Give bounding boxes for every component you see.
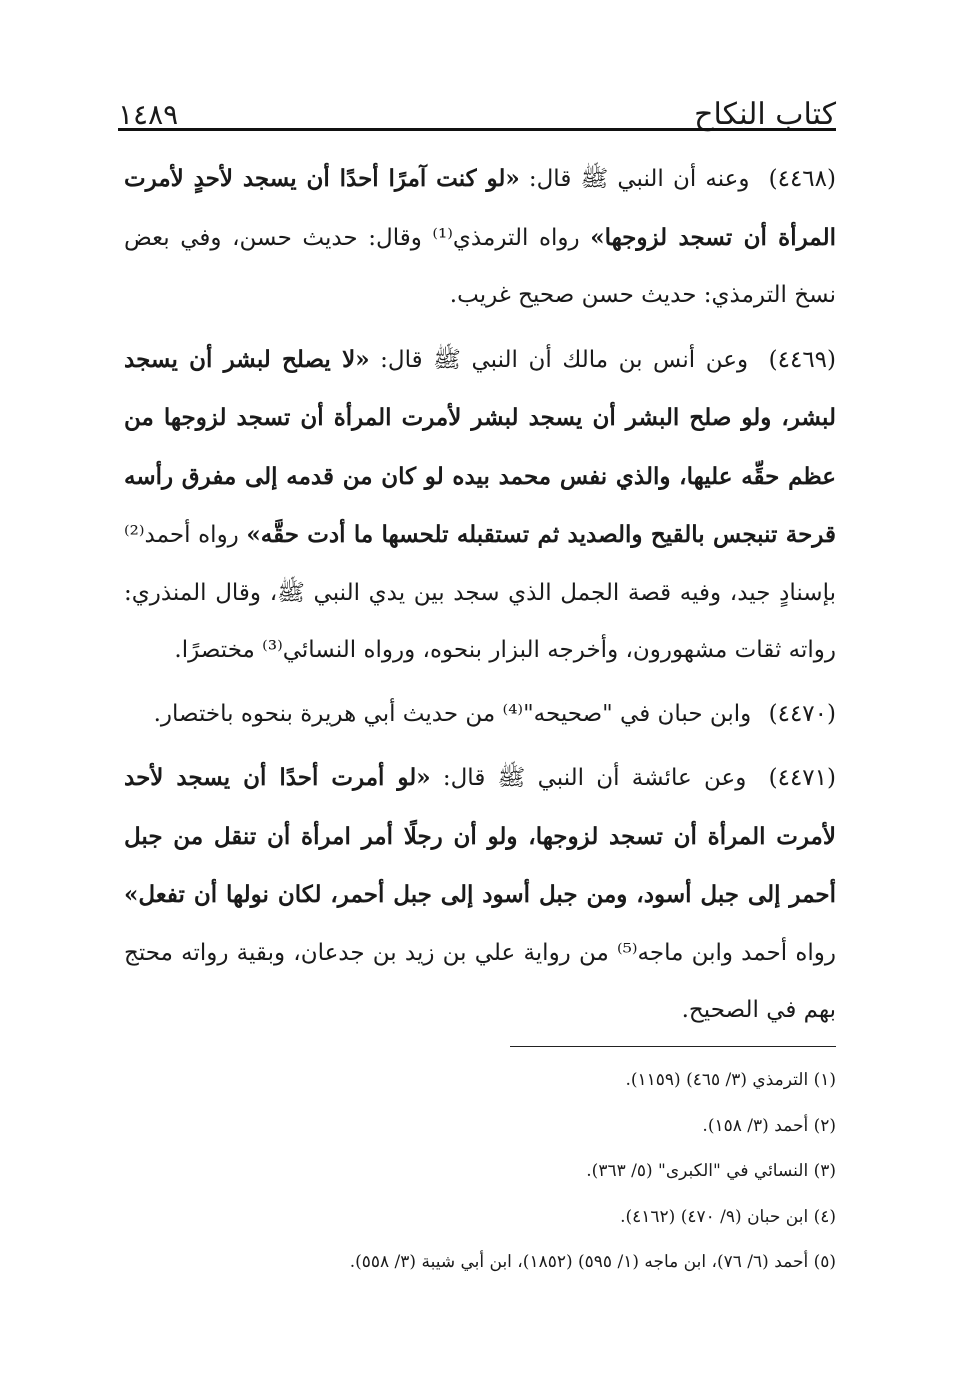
hadith-text: وعنه أن النبي ﷺ قال: bbox=[519, 166, 750, 192]
hadith-text: رواه الترمذي⁽¹⁾ وقال: حديث حسن، وفي بعض نسخ الترمذي: حديث حسن صحيح غريب. bbox=[124, 224, 836, 308]
hadith-quote: «لا يصلح لبشر أن يسجد لبشر، ولو صلح البشر أن يسجد لبشر لأمرت المرأة أن تسجد لزوجها من عظم حقِّه عليها، والذي نفس محمد بيده لو كان من قدمه إلى مفرق رأسه قرحة تنبجس بالقيح والصديد ثم تستقبله تلحسها ما أدت حقَّه» bbox=[124, 345, 836, 548]
hadith-number: (٤٤٦٩) bbox=[768, 346, 837, 373]
hadith-text: وابن حبان في "صحيحه"⁽⁴⁾ من حديث أبي هريرة بنحوه باختصار. bbox=[153, 700, 752, 727]
main-text bbox=[124, 150, 836, 1046]
hadith-text: رواه أحمد⁽²⁾ بإسنادٍ جيد، وفيه قصة الجمل الذي سجد بين يدي النبي ﷺ، وقال المنذري: رواته ثقات مشهورون، وأخرجه البزار بنحوه، ورواه النسائي⁽³⁾ مختصرًا. bbox=[124, 522, 836, 663]
hadith-quote: «لو أمرت أحدًا أن يسجد لأحد لأمرت المرأة أن تسجد لزوجها، ولو أن رجلًا أمر امرأة أن تنقل من جبل أحمر إلى جبل أسود، ومن جبل أسود إلى جبل أحمر، لكان نولها أن تفعل» bbox=[124, 764, 836, 908]
hadith-paragraph bbox=[124, 686, 836, 744]
hadith-paragraph bbox=[124, 749, 836, 1040]
hadith-number: (٤٤٧١) bbox=[768, 765, 836, 791]
hadith-text: وعن عائشة أن النبي ﷺ قال: bbox=[430, 765, 747, 791]
chapter-title: كتاب النكاح bbox=[694, 97, 836, 132]
footnote: (٥) أحمد (٦/ ٧٦)، ابن ماجه (١/ ٥٩٥) (١٨٥٢)، ابن أبي شيبة (٣/ ٥٥٨). bbox=[349, 1252, 836, 1272]
footnote-separator bbox=[510, 1046, 836, 1047]
footnote: (٢) أحمد (٣/ ١٥٨). bbox=[702, 1115, 836, 1136]
footnote: (٣) النسائي في "الكبرى" (٥/ ٣٦٣). bbox=[586, 1161, 836, 1181]
header-rule bbox=[118, 128, 836, 131]
hadith-number: (٤٤٧٠) bbox=[768, 700, 836, 727]
hadith-paragraph bbox=[124, 331, 836, 680]
hadith-quote: «لو كنت آمرًا أحدًا أن يسجد لأحدٍ لأمرت المرأة أن تسجد لزوجها» bbox=[124, 165, 836, 251]
footnote: (٤) ابن حبان (٩/ ٤٧٠) (٤١٦٢). bbox=[620, 1206, 836, 1227]
footnote: (١) الترمذي (٣/ ٤٦٥) (١١٥٩). bbox=[625, 1070, 836, 1090]
page-header bbox=[118, 88, 836, 132]
hadith-paragraph bbox=[124, 150, 836, 325]
hadith-text: وعن أنس بن مالك أن النبي ﷺ قال: bbox=[369, 346, 749, 373]
hadith-number: (٤٤٦٨) bbox=[768, 166, 836, 192]
hadith-text: رواه أحمد وابن ماجه⁽⁵⁾ من رواية علي بن زيد بن جدعان، وبقية رواته محتج بهم في الصحيح. bbox=[124, 939, 837, 1023]
page-number: ١٤٨٩ bbox=[118, 98, 179, 131]
footnotes bbox=[200, 1058, 836, 1286]
